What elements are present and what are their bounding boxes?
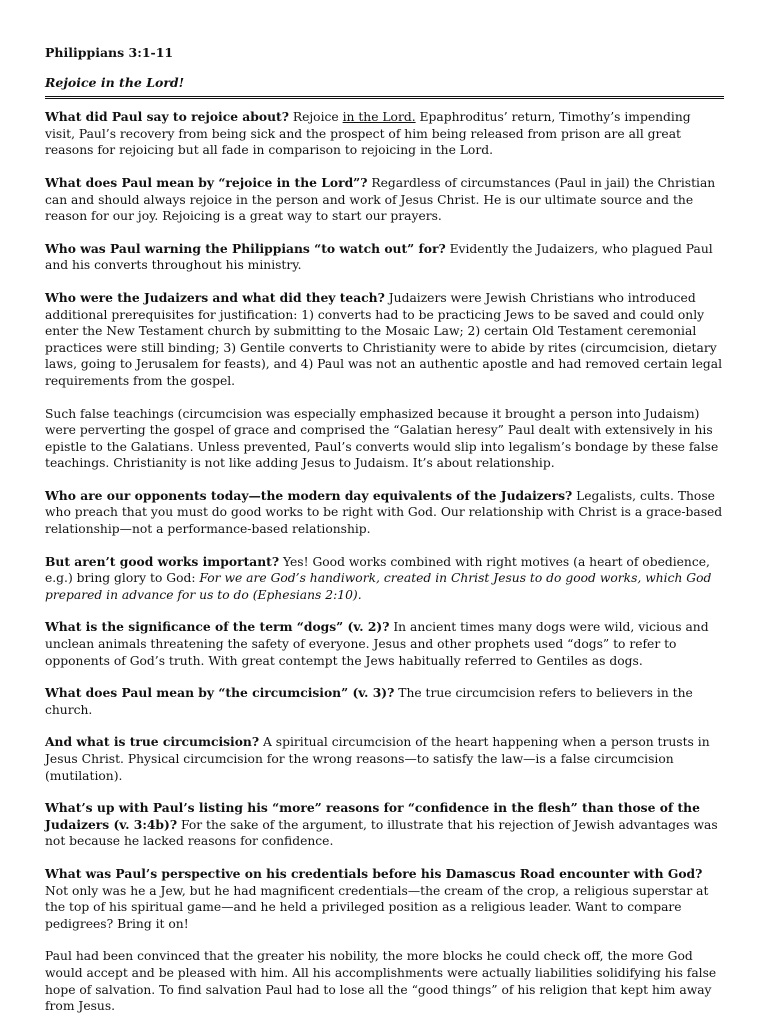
question-text: Who was Paul warning the Philippians “to watch out” for? xyxy=(45,240,446,256)
paragraph-true-circumcision xyxy=(45,734,724,784)
body-text: Such false teachings (circumcision was especially emphasized because it brought a person into Judaism) were perverting the gospel of grace and comprised the “Galatian heresy” Paul dealt with extensively in his epistle to the Galatians. Unless prevented, Paul’s converts would slip into legalism’s bondage by these false teachings. Christianity is not like adding Jesus to Judaism. It’s about relationship. xyxy=(45,406,719,471)
scripture-quote: For we are God’s handiwork, created in Christ Jesus to do good works, which God prepared in advance for us to do (Ephesians 2:10). xyxy=(45,571,712,602)
answer-text: For the sake of the argument, to illustrate that his rejection of Jewish advantages was not because he lacked reasons for confidence. xyxy=(45,817,718,849)
paragraph-rejoice-meaning xyxy=(45,175,724,225)
question-text: And what is true circumcision? xyxy=(45,734,260,750)
paragraph-judaizers xyxy=(45,290,724,390)
question-text: Who are our opponents today—the modern day equivalents of the Judaizers? xyxy=(45,487,573,503)
paragraph-confidence-flesh xyxy=(45,800,724,850)
answer-text: Rejoice xyxy=(288,110,343,125)
question-text: What’s up with Paul’s listing his “more” reasons for “confidence in the flesh” than those of the Judaizers (v. 3:4b)? xyxy=(45,800,700,832)
question-text: What does Paul mean by “the circumcision” (v. 3)? xyxy=(45,685,395,701)
paragraph-the-circumcision xyxy=(45,685,724,718)
answer-text: Regardless of circumstances (Paul in jail) the Christian can and should always rejoice in the person and work of Jesus Christ. He is our ultimate source and the reason for our joy. Rejoicing is a great way to start our prayers. xyxy=(45,175,716,224)
answer-text: Yes! Good works combined with right motives (a heart of obedience, e.g.) bring glory to God: xyxy=(45,554,710,586)
paragraph-opponents-today xyxy=(45,488,724,538)
paragraph-salvation xyxy=(45,948,724,1014)
title-rule xyxy=(45,96,724,99)
answer-text: The true circumcision refers to believers in the church. xyxy=(45,686,693,717)
question-text: But aren’t good works important? xyxy=(45,553,280,569)
page-subtitle: Rejoice in the Lord! xyxy=(45,75,185,90)
question-text: Who were the Judaizers and what did they teach? xyxy=(45,289,385,305)
paragraph-dogs xyxy=(45,619,724,669)
question-text: What is the significance of the term “dogs” (v. 2)? xyxy=(45,619,390,635)
paragraph-good-works xyxy=(45,554,724,604)
answer-text: In ancient times many dogs were wild, vicious and unclean animals threatening the safety of everyone. Jesus and other prophets used “dogs” to refer to opponents of God’s truth. With great contempt the Jews habitually referred to Gentiles as dogs. xyxy=(45,620,709,668)
question-text: What was Paul’s perspective on his credentials before his Damascus Road encounter with God? xyxy=(45,865,703,881)
answer-text: Legalists, cults. Those who preach that you must do good works to be right with God. Our relationship with Christ is a grace-based relationship—not a performance-based relationship. xyxy=(45,488,723,537)
paragraph-watch-out xyxy=(45,241,724,274)
answer-text: Judaizers were Jewish Christians who introduced additional prerequisites for justification: 1) converts had to be practicing Jews to be saved and could only enter the New Testament church by submitting to the Mosaic Law; 2) certain Old Testament ceremonial practices were still binding; 3) Gentile converts to Christianity were to abide by rites (circumcision, dietary laws, going to Jerusalem for feasts), and 4) Paul was not an authentic apostle and had removed certain legal requirements from the gospel. xyxy=(45,290,723,388)
answer-text: Not only was he a Jew, but he had magnificent credentials—the cream of the crop, a religious superstar at the top of his spiritual game—and he held a privileged position as a religious leader. Want to compare pedigrees? Bring it on! xyxy=(45,883,709,931)
page-title: Philippians 3:1-11 xyxy=(45,45,174,60)
paragraph-false-teachings xyxy=(45,406,724,472)
question-text: What did Paul say to rejoice about? xyxy=(45,109,289,125)
answer-text: A spiritual circumcision of the heart happening when a person trusts in Jesus Christ. Physical circumcision for the wrong reasons—to satisfy the law—is a false circumcision (mutilation). xyxy=(45,735,710,783)
answer-text: Epaphroditus’ return, Timothy’s impending visit, Paul’s recovery from being sick and the prospect of him being released from prison are all great reasons for rejoicing but all fade in comparison to rejoicing in the Lord. xyxy=(45,110,691,158)
answer-text: Evidently the Judaizers, who plagued Paul and his converts throughout his ministry. xyxy=(45,241,713,273)
paragraph-credentials xyxy=(45,866,724,932)
underlined-text: in the Lord. xyxy=(342,110,416,125)
body-text: Paul had been convinced that the greater his nobility, the more blocks he could check off, the more God would accept and be pleased with him. All his accomplishments were actually liabilities solidifying his false hope of salvation. To find salvation Paul had to lose all the “good things” of his religion that kept him away from Jesus. xyxy=(45,949,717,1014)
paragraph-rejoice-about xyxy=(45,109,724,159)
question-text: What does Paul mean by “rejoice in the Lord”? xyxy=(45,174,368,190)
